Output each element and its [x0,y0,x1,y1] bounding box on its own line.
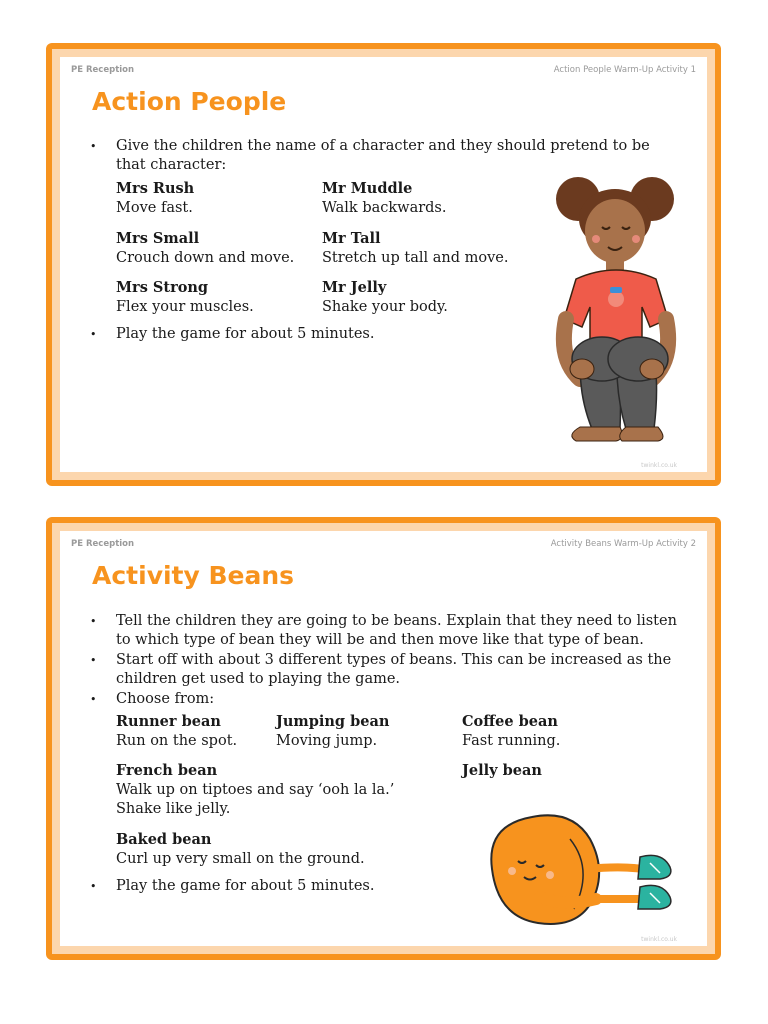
bean-action: Walk up on tiptoes and say ‘ooh la la.’ [116,781,395,798]
bullet-icon: • [90,654,97,667]
intro-text: Give the children the name of a character and they should pretend to be that character: [116,138,650,173]
footer-credit: twinkl.co.uk [641,462,677,469]
character-action: Shake your body. [322,298,448,315]
bullet-icon: • [90,140,97,153]
closing-text: Play the game for about 5 minutes. [116,878,375,894]
bullet-item [90,612,680,650]
footer-credit: twinkl.co.uk [641,936,677,943]
bullet-text: Start off with about 3 different types of beans. This can be increased as the children get used to playing the game. [116,652,672,687]
bean-action: Shake like jelly. [116,801,231,817]
character-action: Move fast. [116,199,193,216]
character-name: Mr Muddle [322,180,413,197]
character-name: Mrs Rush [116,180,195,197]
bullet-item [90,651,680,689]
bullet-text: Tell the children they are going to be beans. Explain that they need to listen to which type of bean they will be and then move like that type of bean. [116,613,677,648]
header-subject: PE Reception [71,65,135,75]
bean-name: Baked bean [116,831,212,848]
character-action: Walk backwards. [322,199,447,216]
character-name: Mrs Strong [116,279,209,296]
header-subject: PE Reception [71,539,135,549]
activity-beans-card [46,517,721,960]
bean-name: Coffee bean [462,713,558,730]
character-action: Stretch up tall and move. [322,249,509,266]
bullet-text: Choose from: [116,691,215,707]
bean-item [462,761,542,781]
character-name: Mr Jelly [322,279,387,296]
bean-name: French bean [116,762,218,779]
bullet-icon: • [90,693,97,706]
character-item [116,179,194,218]
orange-bean-illustration [480,799,680,939]
character-name: Mrs Small [116,230,200,247]
card-border [52,523,715,954]
bean-action: Fast running. [462,732,561,749]
bullet-icon: • [90,328,97,341]
bean-action: Run on the spot. [116,732,238,749]
character-item [322,229,509,268]
bean-action: Curl up very small on the ground. [116,850,365,867]
character-item [322,179,446,218]
card-title: Action People [92,87,287,116]
closing-text: Play the game for about 5 minutes. [116,326,375,342]
bean-name: Jelly bean [462,762,542,779]
bullet-icon: • [90,880,97,893]
bean-item [116,761,394,800]
header-activity: Activity Beans Warm-Up Activity 2 [550,539,696,549]
bean-name: Jumping bean [276,713,390,730]
character-action: Crouch down and move. [116,249,295,266]
card-title: Activity Beans [92,561,295,590]
girl-sitting-illustration [544,169,694,469]
character-name: Mr Tall [322,230,381,247]
bean-action-extra [116,800,230,820]
card-content [60,57,707,472]
character-item [116,229,294,268]
bean-item [116,712,237,751]
action-people-card [46,43,721,486]
bean-name: Runner bean [116,713,221,730]
card-border [52,49,715,480]
bullet-icon: • [90,615,97,628]
bean-item [116,830,365,869]
header-activity: Action People Warm-Up Activity 1 [553,65,696,75]
character-item [116,278,254,317]
bean-action: Moving jump. [276,732,378,749]
bullet-item [90,690,680,709]
bean-item [462,712,560,751]
character-item [322,278,448,317]
character-action: Flex your muscles. [116,298,254,315]
closing-bullet [90,325,570,344]
bean-item [276,712,389,751]
card-content [60,531,707,946]
